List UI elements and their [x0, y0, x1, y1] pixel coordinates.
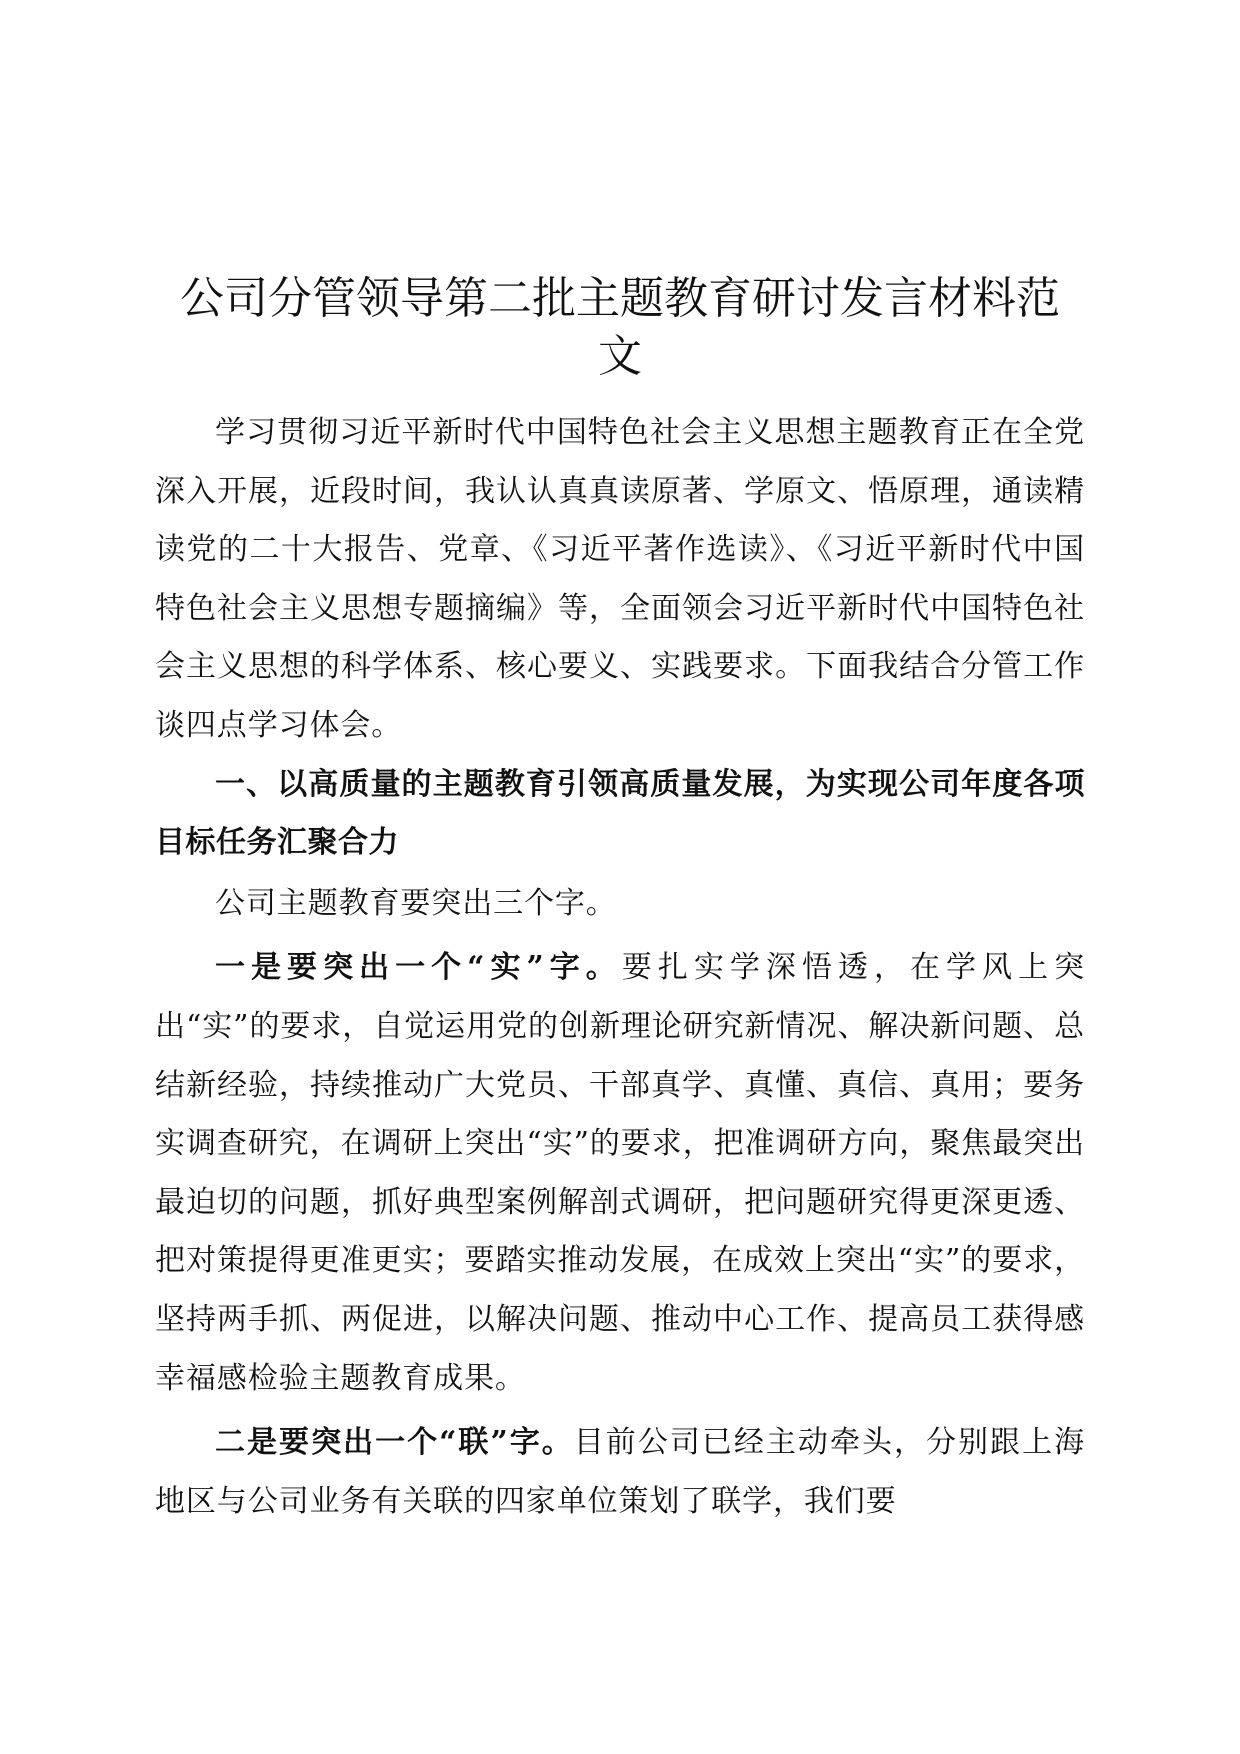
title-line-2: 文 [598, 331, 642, 382]
point-1-lead: 一是要突出一个“实”字。 [215, 950, 622, 986]
point-1-body: 要扎实学深悟透，在学风上突出“实”的要求，自觉运用党的创新理论研究新情况、解决新问题、总结新经验，持续推动广大党员、干部真学、真懂、真信、真用；要务实调查研究，在调研上突出“实”的要求，把准调研方向，聚焦最突出最迫切的问题，抓好典型案例解剖式调研，把问题研究得更深更透、把对策提得更准更实；要踏实推动发展，在成效上突出“实”的要求，坚持两手抓、两促进，以解决问题、推动中心工作、提高员工获得感幸福感检验主题教育成果。 [155, 950, 1086, 1396]
title-line-1: 公司分管领导第二批主题教育研讨发言材料范 [180, 273, 1060, 324]
point-1-paragraph [155, 939, 1085, 1408]
intro-paragraph: 学习贯彻习近平新时代中国特色社会主义思想主题教育正在全党深入开展，近段时间，我认认真真读原著、学原文、悟原理，通读精读党的二十大报告、党章、《习近平著作选读》、《习近平新时代中国特色社会主义思想专题摘编》等，全面领会习近平新时代中国特色社会主义思想的科学体系、核心要义、实践要求。下面我结合分管工作谈四点学习体会。 [155, 415, 1085, 743]
point-2-body: 目前公司已经主动牵头，分别跟上海地区与公司业务有关联的四家单位策划了联学，我们要 [155, 1425, 1086, 1519]
document-title [155, 270, 1085, 386]
three-words-paragraph: 公司主题教育要突出三个字。 [215, 885, 617, 921]
document-body [155, 404, 1085, 1531]
point-2-paragraph [155, 1414, 1085, 1531]
document-page [155, 270, 1085, 1531]
section-heading-1: 一、以高质量的主题教育引领高质量发展，为实现公司年度各项目标任务汇聚合力 [155, 766, 1085, 861]
point-2-lead: 二是要突出一个“联”字。 [215, 1425, 574, 1461]
